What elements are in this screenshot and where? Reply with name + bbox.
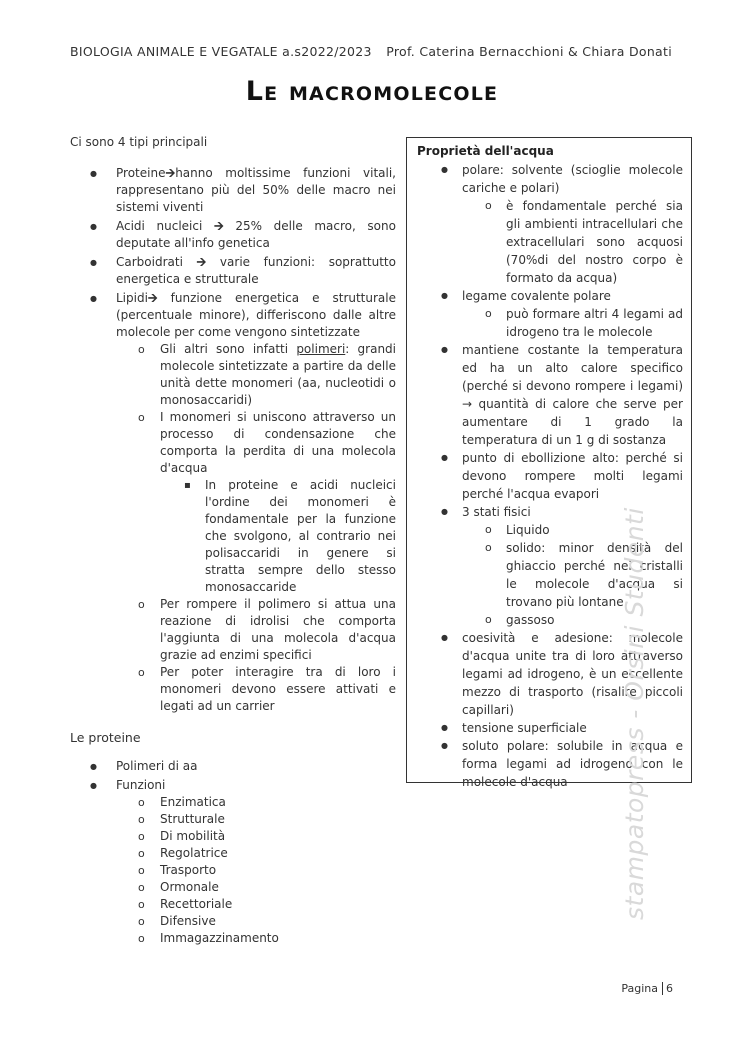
prop-polare [417,161,683,287]
sub-item-carrier: o Per poter interagire tra di loro i monomeri devono essere attivati e legati ad un carrier [70,664,396,715]
item-text: 25% delle macro, sono deputate all'info genetica [116,219,396,250]
prop-text: 3 stati fisici [462,505,531,519]
funzione-item: o Di mobilità [70,828,396,845]
prop-legame [417,287,683,341]
item-name: Carboidrati [116,255,183,269]
sub-text: I monomeri si uniscono attraverso un processo di condensazione che comporta la perdita di una molecola d'acqua [160,410,396,475]
left-column [70,134,396,949]
sub-item: o è fondamentale perché sia gli ambienti intracellulari che extracellulari sono acquosi (70%di del nostro corpo è formato da acqua) [417,197,683,287]
item-text: varie funzioni: soprattutto energetica e strutturale [116,255,396,286]
list-item-proteine [70,165,396,216]
sub-item-solido: o solido: minor densità del ghiaccio perché nei cristalli le molecole d'acqua si trovano più lontane [417,539,683,611]
list-item-lipidi [70,290,396,715]
page-title: Le macromolecole [245,76,499,107]
list-item-acidi-nucleici [70,218,396,252]
polimeri-underlined: polimeri [296,342,346,356]
item-text: Funzioni [116,778,166,792]
sub-item-polimeri [70,341,396,409]
item-name: Acidi nucleici [116,219,203,233]
funzione-item: o Difensive [70,913,396,930]
arrow-icon: 🡪 [196,255,207,269]
sub-item-idrolisi: o Per rompere il polimero si attua una reazione di idrolisi che comporta l'aggiunta di una molecola d'acqua grazie ad enzimi specifici [70,596,396,664]
sub-item-condensazione [70,409,396,596]
list-item-funzioni [70,777,396,947]
sub-sub-item: ▪ In proteine e acidi nucleici l'ordine dei monomeri è fondamentale per la funzione che svolgono, al contrario nei polisaccaridi in genere si stratta sempre dello stesso monosaccaride [70,477,396,596]
legame-sublist [417,305,683,341]
funzione-item: o Recettoriale [70,896,396,913]
lipidi-sublist [70,341,396,715]
funzione-item: o Regolatrice [70,845,396,862]
intro-text: Ci sono 4 tipi principali [70,135,208,149]
section-title-proteine: Le proteine [70,730,141,745]
footer-label: Pagina [621,982,658,995]
funzione-item: o Trasporto [70,862,396,879]
sub-item: o può formare altri 4 legami ad idrogeno tra le molecole [417,305,683,341]
prop-ebollizione: ● punto di ebollizione alto: perché si devono rompere molti legami perché l'acqua evapori [417,449,683,503]
sub-text: : grandi molecole sintetizzate a partire da delle unità dette monomeri (aa, nucleotidi o monosaccaridi) [160,342,397,407]
funzione-item: o Strutturale [70,811,396,828]
polare-sublist [417,197,683,287]
watermark: stampatopress - Orsini Studenti [620,507,649,920]
prop-tensione: ● tensione superficiale [417,719,683,737]
sub-item-liquido: o Liquido [417,521,683,539]
arrow-icon: 🡪 [147,291,158,305]
arrow-icon: 🡪 [213,219,224,233]
proteine-list [70,758,396,947]
prop-temperatura: ● mantiene costante la temperatura ed ha un alto calore specifico (perché si devono rompere i legami) → quantità di calore che serve per aumentare di 1 grado la temperatura di un 1 g di sostanza [417,341,683,449]
funzione-item: o Ormonale [70,879,396,896]
item-name: Lipidi [116,291,148,305]
arrow-icon: 🡪 [165,166,176,180]
condensazione-sublist [70,477,396,596]
list-item-polimeri: ● Polimeri di aa [70,758,396,775]
item-text: hanno moltissime funzioni vitali, rappresentano più del 50% delle macro nei sistemi viventi [116,166,396,214]
funzione-item: o Enzimatica [70,794,396,811]
macromolecule-list [70,165,396,715]
list-item-carboidrati [70,254,396,288]
item-text: funzione energetica e strutturale (percentuale minore), differiscono dalle altre molecole per come vengono sintetizzate [116,291,396,339]
funzione-item: o Immagazzinamento [70,930,396,947]
footer-separator [662,982,663,995]
header-teachers: Prof. Caterina Bernacchioni & Chiara Donati [386,44,672,59]
item-name: Proteine [116,166,166,180]
funzioni-list [70,794,396,947]
header-course: BIOLOGIA ANIMALE E VEGATALE a.s2022/2023 [70,44,372,59]
page-footer [621,982,673,995]
prop-text: legame covalente polare [462,289,611,303]
water-properties-box [406,137,692,789]
prop-text: polare: solvente (scioglie molecole cariche e polari) [462,163,683,195]
prop-coesivita: ● coesività e adesione: molecole d'acqua unite tra di loro attraverso legami ad idrogeno, è un eccellente mezzo di trasporto (risalire piccoli capillari) [417,629,683,719]
sub-text: Gli altri sono infatti [160,342,297,356]
page-number: 6 [666,982,673,995]
sub-item-gassoso: o gassoso [417,611,683,629]
prop-soluto: ● soluto polare: solubile in acqua e forma legami ad idrogeno con le molecole d'acqua [417,737,683,791]
box-title: Proprietà dell'acqua [417,144,554,158]
